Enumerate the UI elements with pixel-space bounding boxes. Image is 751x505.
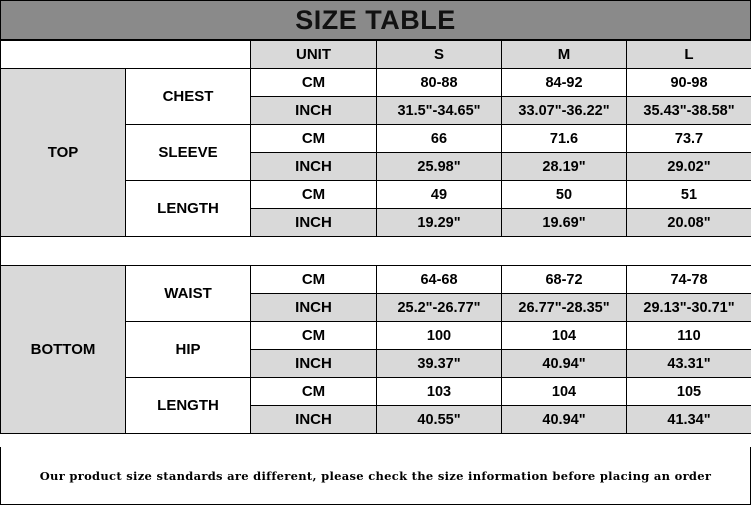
size-table	[0, 40, 751, 434]
measure-label: LENGTH	[126, 181, 251, 237]
header-size-m: M	[502, 41, 627, 69]
unit-cell: INCH	[251, 153, 377, 181]
unit-cell: CM	[251, 181, 377, 209]
header-size-l: L	[627, 41, 751, 69]
header-size-s: S	[377, 41, 502, 69]
size-note: Our product size standards are different, please check the size information before placing an order	[0, 447, 751, 505]
unit-cell: CM	[251, 69, 377, 97]
unit-cell: CM	[251, 378, 377, 406]
value-cell: 35.43"-38.58"	[627, 97, 751, 125]
value-cell: 19.29"	[377, 209, 502, 237]
value-cell: 90-98	[627, 69, 751, 97]
value-cell: 110	[627, 322, 751, 350]
unit-cell: CM	[251, 322, 377, 350]
value-cell: 19.69"	[502, 209, 627, 237]
value-cell: 25.98"	[377, 153, 502, 181]
value-cell: 20.08"	[627, 209, 751, 237]
value-cell: 40.94"	[502, 350, 627, 378]
measure-label: WAIST	[126, 266, 251, 322]
value-cell: 71.6	[502, 125, 627, 153]
header-blank-cell	[1, 41, 251, 69]
table-row	[1, 266, 751, 294]
spacer-row	[1, 237, 751, 266]
value-cell: 40.55"	[377, 406, 502, 434]
value-cell: 103	[377, 378, 502, 406]
unit-cell: INCH	[251, 209, 377, 237]
unit-cell: INCH	[251, 350, 377, 378]
value-cell: 31.5"-34.65"	[377, 97, 502, 125]
header-unit: UNIT	[251, 41, 377, 69]
value-cell: 25.2"-26.77"	[377, 294, 502, 322]
value-cell: 73.7	[627, 125, 751, 153]
measure-label: SLEEVE	[126, 125, 251, 181]
value-cell: 26.77"-28.35"	[502, 294, 627, 322]
value-cell: 29.13"-30.71"	[627, 294, 751, 322]
value-cell: 66	[377, 125, 502, 153]
table-body	[1, 41, 751, 434]
value-cell: 28.19"	[502, 153, 627, 181]
section-label: BOTTOM	[1, 266, 126, 434]
value-cell: 84-92	[502, 69, 627, 97]
value-cell: 74-78	[627, 266, 751, 294]
page-title: SIZE TABLE	[0, 0, 751, 40]
value-cell: 68-72	[502, 266, 627, 294]
value-cell: 80-88	[377, 69, 502, 97]
measure-label: LENGTH	[126, 378, 251, 434]
section-label: TOP	[1, 69, 126, 237]
unit-cell: INCH	[251, 294, 377, 322]
value-cell: 64-68	[377, 266, 502, 294]
value-cell: 40.94"	[502, 406, 627, 434]
value-cell: 41.34"	[627, 406, 751, 434]
unit-cell: CM	[251, 125, 377, 153]
value-cell: 104	[502, 378, 627, 406]
value-cell: 50	[502, 181, 627, 209]
value-cell: 43.31"	[627, 350, 751, 378]
unit-cell: CM	[251, 266, 377, 294]
spacer-cell	[1, 237, 751, 266]
measure-label: HIP	[126, 322, 251, 378]
value-cell: 51	[627, 181, 751, 209]
value-cell: 104	[502, 322, 627, 350]
value-cell: 29.02"	[627, 153, 751, 181]
value-cell: 105	[627, 378, 751, 406]
unit-cell: INCH	[251, 97, 377, 125]
value-cell: 39.37"	[377, 350, 502, 378]
table-row	[1, 69, 751, 97]
value-cell: 100	[377, 322, 502, 350]
header-row	[1, 41, 751, 69]
value-cell: 33.07"-36.22"	[502, 97, 627, 125]
value-cell: 49	[377, 181, 502, 209]
measure-label: CHEST	[126, 69, 251, 125]
unit-cell: INCH	[251, 406, 377, 434]
